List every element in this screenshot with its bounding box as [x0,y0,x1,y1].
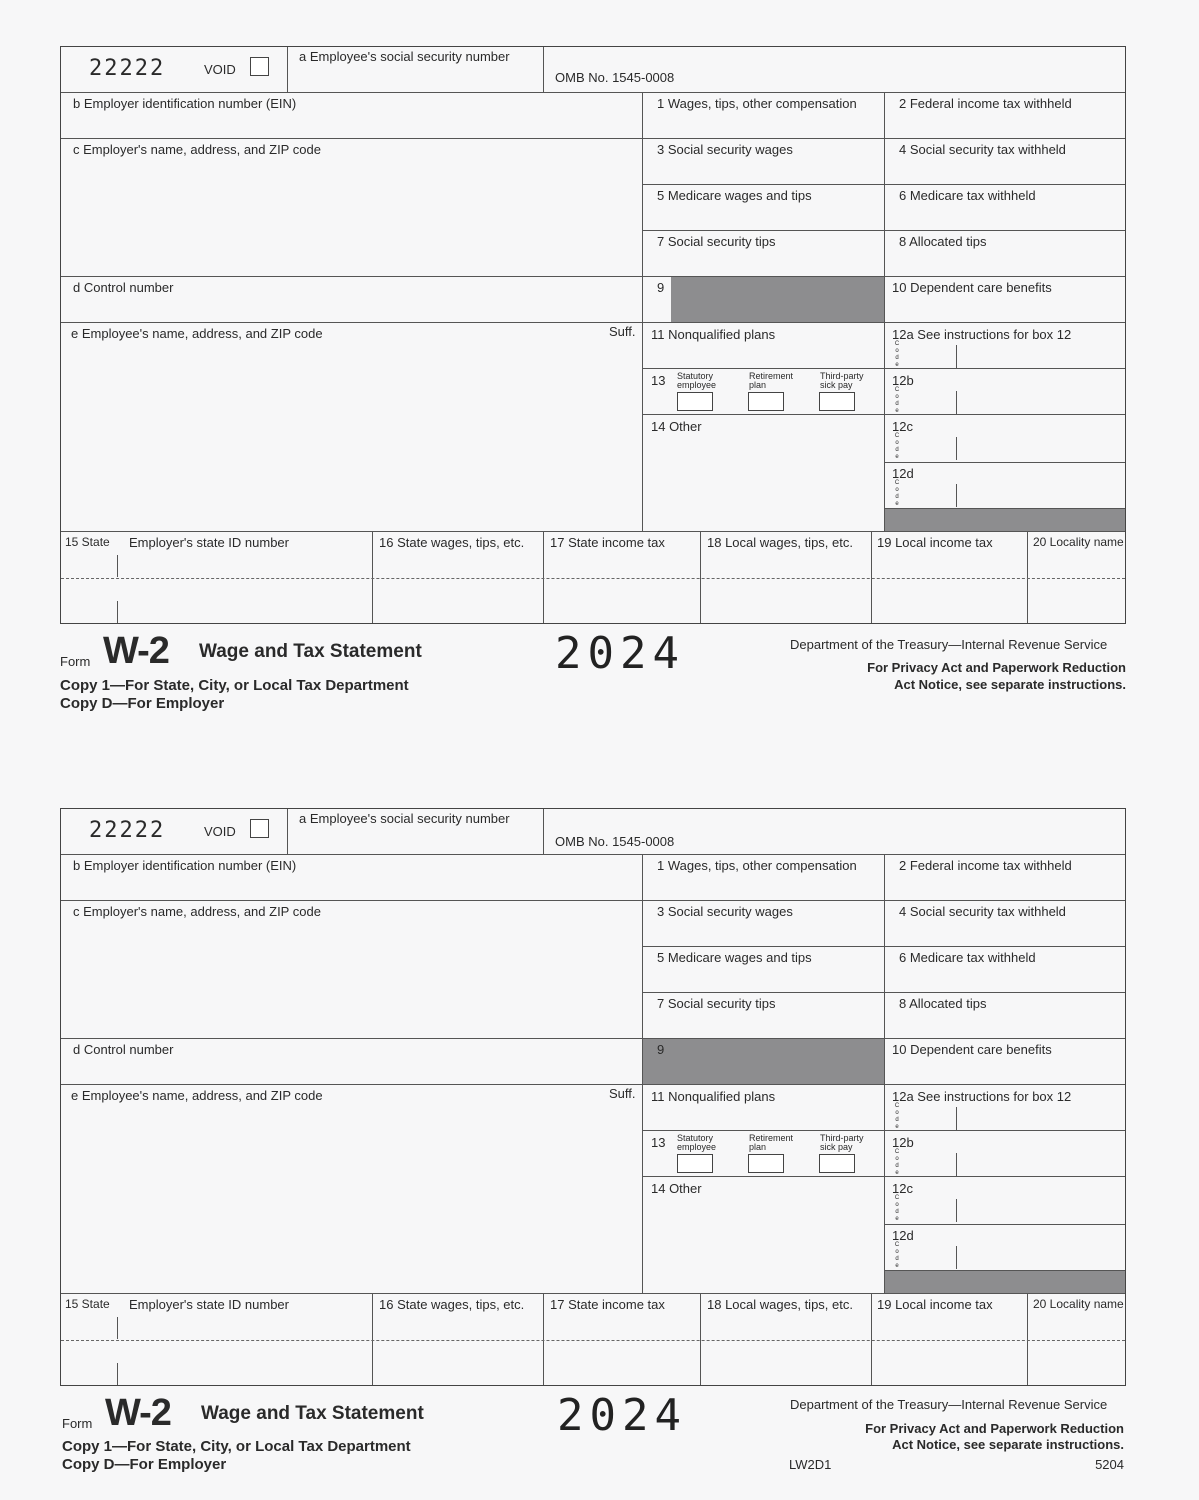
omb-number: OMB No. 1545-0008 [555,834,675,849]
box20-label: 20 Locality name [1033,535,1124,549]
box18-label: 18 Local wages, tips, etc. [707,1297,853,1312]
code-letters: C o d e [894,341,900,368]
box6-label: 6 Medicare tax withheld [899,950,1036,965]
box3-label: 3 Social security wages [657,142,793,157]
box9-shading [671,277,884,322]
control-number-label: d Control number [73,1042,174,1057]
ein-label: b Employer identification number (EIN) [73,858,297,873]
box9-shading [643,1039,884,1084]
box17-label: 17 State income tax [550,1297,665,1312]
employee-name-label: e Employee's name, address, and ZIP code [71,326,323,341]
form-year: 2024 [557,1390,687,1441]
privacy-notice-2: Act Notice, see separate instructions. [894,677,1126,692]
statutory-checkbox[interactable] [677,392,713,411]
box10-label: 10 Dependent care benefits [892,280,1052,295]
copy1-label: Copy 1—For State, City, or Local Tax Department [62,1438,411,1455]
void-checkbox[interactable] [250,819,269,838]
box12d-label: 12d [892,466,914,481]
box15-state-id-label: Employer's state ID number [129,1297,289,1312]
code-letters: C o d e [894,387,900,414]
copyd-label: Copy D—For Employer [62,1456,227,1473]
box7-label: 7 Social security tips [657,996,776,1011]
void-checkbox[interactable] [250,57,269,76]
thirdparty-checkbox[interactable] [819,392,855,411]
void-label: VOID [204,62,236,77]
privacy-notice-2: Act Notice, see separate instructions. [892,1437,1124,1452]
box9-label: 9 [657,1042,665,1057]
box5-label: 5 Medicare wages and tips [657,950,812,965]
box12a-label: 12a See instructions for box 12 [892,327,1072,342]
box3-label: 3 Social security wages [657,904,793,919]
form-word: Form [62,1416,93,1431]
box15-label: 15 State [65,535,110,549]
box7-label: 7 Social security tips [657,234,776,249]
bottom-code-right: 5204 [1095,1457,1124,1472]
form-grid [60,46,1126,624]
form-title: Wage and Tax Statement [199,641,422,662]
code-letters: C o d e [894,433,900,460]
box8-label: 8 Allocated tips [899,234,987,249]
retirement-label: Retirement plan [749,371,794,390]
ssn-label: a Employee's social security number [299,49,510,64]
box13-label: 13 [651,373,666,388]
box4-label: 4 Social security tax withheld [899,904,1066,919]
statutory-checkbox[interactable] [677,1154,713,1173]
box18-label: 18 Local wages, tips, etc. [707,535,853,550]
form-title: Wage and Tax Statement [201,1403,424,1424]
department: Department of the Treasury—Internal Revenue Service [790,1397,1108,1412]
box4-label: 4 Social security tax withheld [899,142,1066,157]
form-year: 2024 [555,628,685,679]
box20-label: 20 Locality name [1033,1297,1124,1311]
control-number-label: d Control number [73,280,174,295]
box12-shading [885,1271,1125,1293]
code-letters: C o d e [894,1195,900,1222]
employer-name-label: c Employer's name, address, and ZIP code [73,142,321,157]
employer-name-label: c Employer's name, address, and ZIP code [73,904,321,919]
copy1-label: Copy 1—For State, City, or Local Tax Department [60,677,409,694]
ssn-label: a Employee's social security number [299,811,510,826]
bottom-code-left: LW2D1 [789,1457,832,1472]
box10-label: 10 Dependent care benefits [892,1042,1052,1057]
box12b-label: 12b [892,373,914,388]
box2-label: 2 Federal income tax withheld [899,96,1072,111]
box19-label: 19 Local income tax [877,535,993,550]
retirement-label: Retirement plan [749,1133,794,1152]
box12-shading [885,509,1125,531]
statutory-label: Statutory employee [677,1133,717,1152]
code-letters: C o d e [894,1149,900,1176]
form-code: 22222 [89,818,166,843]
statutory-label: Statutory employee [677,371,717,390]
box12b-label: 12b [892,1135,914,1150]
box9-label: 9 [657,280,665,295]
box16-label: 16 State wages, tips, etc. [379,535,525,550]
box19-label: 19 Local income tax [877,1297,993,1312]
box14-label: 14 Other [651,1181,702,1196]
suffix-label: Suff. [609,324,636,339]
code-letters: C o d e [894,1242,900,1269]
privacy-notice-1: For Privacy Act and Paperwork Reduction [867,660,1126,675]
void-label: VOID [204,824,236,839]
thirdparty-checkbox[interactable] [819,1154,855,1173]
box15-label: 15 State [65,1297,110,1311]
retirement-checkbox[interactable] [748,392,784,411]
form-code: 22222 [89,56,166,81]
box13-label: 13 [651,1135,666,1150]
box12d-label: 12d [892,1228,914,1243]
form-name: W-2 [105,1392,171,1434]
box12c-label: 12c [892,1181,913,1196]
box14-label: 14 Other [651,419,702,434]
box8-label: 8 Allocated tips [899,996,987,1011]
box11-label: 11 Nonqualified plans [651,1089,776,1104]
thirdparty-label: Third-party sick pay [820,371,864,390]
thirdparty-label: Third-party sick pay [820,1133,864,1152]
box5-label: 5 Medicare wages and tips [657,188,812,203]
form-name: W-2 [103,630,169,672]
form-grid [60,808,1126,1386]
box11-label: 11 Nonqualified plans [651,327,776,342]
box6-label: 6 Medicare tax withheld [899,188,1036,203]
box16-label: 16 State wages, tips, etc. [379,1297,525,1312]
box1-label: 1 Wages, tips, other compensation [657,96,857,111]
form-word: Form [60,654,91,669]
code-letters: C o d e [894,480,900,507]
privacy-notice-1: For Privacy Act and Paperwork Reduction [865,1421,1124,1436]
copyd-label: Copy D—For Employer [60,695,225,712]
omb-number: OMB No. 1545-0008 [555,70,675,85]
retirement-checkbox[interactable] [748,1154,784,1173]
department: Department of the Treasury—Internal Revenue Service [790,637,1108,652]
suffix-label: Suff. [609,1086,636,1101]
box12c-label: 12c [892,419,913,434]
ein-label: b Employer identification number (EIN) [73,96,297,111]
box12a-label: 12a See instructions for box 12 [892,1089,1072,1104]
box15-state-id-label: Employer's state ID number [129,535,289,550]
code-letters: C o d e [894,1103,900,1130]
box1-label: 1 Wages, tips, other compensation [657,858,857,873]
employee-name-label: e Employee's name, address, and ZIP code [71,1088,323,1103]
box2-label: 2 Federal income tax withheld [899,858,1072,873]
box17-label: 17 State income tax [550,535,665,550]
